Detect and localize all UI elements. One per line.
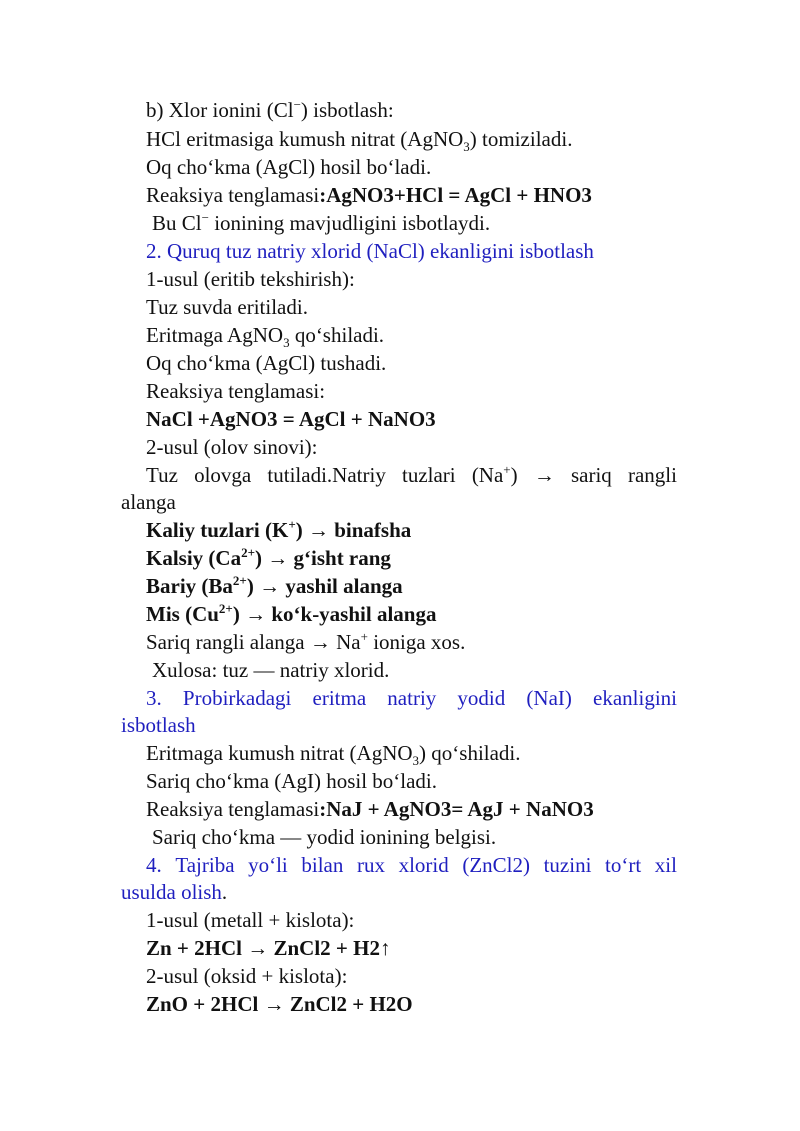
reaction-equation: :AgNO3+HCl = AgCl + HNO3 bbox=[319, 183, 592, 207]
text-run: Reaksiya tenglamasi bbox=[146, 183, 320, 207]
word: Tajriba bbox=[175, 853, 235, 877]
text-run: ) → yashil alanga bbox=[246, 574, 403, 598]
text-run: ) qo‘shiladi. bbox=[419, 741, 521, 765]
reaction-equation bbox=[146, 405, 436, 433]
text-run: Kaliy tuzlari (K bbox=[146, 518, 289, 542]
superscript: − bbox=[293, 97, 301, 112]
superscript: 2+ bbox=[218, 601, 233, 616]
text-run: HCl eritmasiga kumush nitrat (AgNO bbox=[146, 127, 464, 151]
bold-text: NaCl +AgNO3 = AgCl + NaNO3 bbox=[146, 407, 436, 431]
word: rangli bbox=[627, 463, 677, 487]
section-4-heading-cont bbox=[121, 878, 227, 906]
superscript: 2+ bbox=[232, 573, 247, 588]
text-run: ) → g‘isht rang bbox=[255, 546, 391, 570]
word: xlorid bbox=[398, 853, 449, 877]
body-line bbox=[146, 461, 677, 489]
text-run: . bbox=[221, 880, 228, 904]
word: tuzlari bbox=[402, 463, 456, 487]
section-3-heading-cont: isbotlash bbox=[121, 713, 196, 737]
reaction-equation: :NaJ + AgNO3= AgJ + NaNO3 bbox=[319, 797, 594, 821]
word: xil bbox=[654, 853, 677, 877]
text-run: ) → binafsha bbox=[295, 518, 412, 542]
text-run: ionining mavjudligini isbotlaydi. bbox=[208, 211, 491, 235]
text-run: b) Xlor ionini (Cl bbox=[146, 98, 294, 122]
body-line bbox=[146, 739, 521, 767]
body-line bbox=[146, 628, 465, 656]
subscript: 3 bbox=[463, 139, 470, 154]
word: (Na+) bbox=[471, 462, 518, 487]
method-heading: 2-usul (oksid + kislota): bbox=[146, 964, 348, 988]
body-line bbox=[146, 321, 384, 349]
body-line: Oq cho‘kma (AgCl) hosil bo‘ladi. bbox=[146, 155, 432, 179]
word: sariq bbox=[570, 463, 612, 487]
flame-line bbox=[146, 544, 391, 572]
text-run: Reaksiya tenglamasi bbox=[146, 797, 320, 821]
subscript: 3 bbox=[283, 335, 290, 350]
superscript: + bbox=[288, 517, 296, 532]
text-run: Eritmaga kumush nitrat (AgNO bbox=[146, 741, 413, 765]
text-run: Kalsiy (Ca bbox=[146, 546, 242, 570]
reaction-line bbox=[146, 181, 592, 209]
word: rux bbox=[356, 853, 385, 877]
word: Tuz bbox=[146, 463, 178, 487]
word: 3. bbox=[146, 686, 162, 710]
section-title: Quruq tuz natriy xlorid (NaCl) ekanligini isbotlash bbox=[167, 239, 594, 263]
superscript: + bbox=[360, 629, 368, 644]
word: natriy bbox=[387, 686, 437, 710]
superscript: − bbox=[201, 210, 209, 225]
text-run: Bu Cl bbox=[152, 211, 202, 235]
reaction-equation bbox=[146, 990, 413, 1018]
body-line bbox=[146, 125, 572, 153]
flame-line bbox=[146, 600, 436, 628]
body-line: alanga bbox=[121, 490, 176, 514]
section-b-heading bbox=[146, 96, 394, 124]
word: → bbox=[533, 463, 555, 487]
text-run: ) isbotlash: bbox=[300, 98, 394, 122]
text-run: Eritmaga AgNO bbox=[146, 323, 284, 347]
body-line bbox=[152, 209, 490, 237]
word: eritma bbox=[312, 686, 367, 710]
section-2-heading bbox=[146, 237, 594, 265]
method-heading: 2-usul (olov sinovi): bbox=[146, 435, 318, 459]
text-run: Sariq rangli alanga → Na bbox=[146, 630, 361, 654]
bold-text: Zn + 2HCl → ZnCl2 + H2↑ bbox=[146, 936, 391, 960]
text-run: Bariy (Ba bbox=[146, 574, 233, 598]
section-3-heading bbox=[146, 684, 677, 712]
word: tuzini bbox=[543, 853, 592, 877]
superscript: 2+ bbox=[241, 545, 256, 560]
text-run: ) tomiziladi. bbox=[469, 127, 573, 151]
word: (ZnCl2) bbox=[462, 853, 530, 877]
word: ekanligini bbox=[593, 686, 677, 710]
section-number: 2. bbox=[146, 239, 167, 263]
flame-line bbox=[146, 572, 403, 600]
section-4-heading bbox=[146, 851, 677, 879]
text-run: ioniga xos. bbox=[367, 630, 466, 654]
conclusion-line: Xulosa: tuz — natriy xlorid. bbox=[152, 658, 390, 682]
word: tutiladi.Natriy bbox=[267, 463, 386, 487]
method-heading: 1-usul (eritib tekshirish): bbox=[146, 267, 355, 291]
word: Probirkadagi bbox=[182, 686, 292, 710]
body-line: Oq cho‘kma (AgCl) tushadi. bbox=[146, 351, 387, 375]
bold-text: ZnO + 2HCl → ZnCl2 + H2O bbox=[146, 992, 413, 1016]
word: olovga bbox=[194, 463, 252, 487]
text-run: ) → ko‘k-yashil alanga bbox=[232, 602, 437, 626]
word: (NaI) bbox=[526, 686, 572, 710]
body-line: Sariq cho‘kma — yodid ionining belgisi. bbox=[152, 825, 497, 849]
word: yo‘li bbox=[248, 853, 288, 877]
body-line: Tuz suvda eritiladi. bbox=[146, 295, 308, 319]
reaction-equation bbox=[146, 934, 390, 962]
reaction-line bbox=[146, 795, 594, 823]
subscript: 3 bbox=[412, 753, 420, 768]
method-heading: 1-usul (metall + kislota): bbox=[146, 908, 355, 932]
flame-line bbox=[146, 516, 411, 544]
body-line: Reaksiya tenglamasi: bbox=[146, 379, 326, 403]
word: 4. bbox=[146, 853, 162, 877]
text-run: qo‘shiladi. bbox=[289, 323, 385, 347]
word: to‘rt bbox=[605, 853, 642, 877]
word: bilan bbox=[301, 853, 344, 877]
body-line: Sariq cho‘kma (AgI) hosil bo‘ladi. bbox=[146, 769, 438, 793]
text-run: Mis (Cu bbox=[146, 602, 219, 626]
superscript: + bbox=[503, 462, 511, 477]
word: yodid bbox=[457, 686, 506, 710]
text-run: usulda olish bbox=[121, 880, 222, 904]
